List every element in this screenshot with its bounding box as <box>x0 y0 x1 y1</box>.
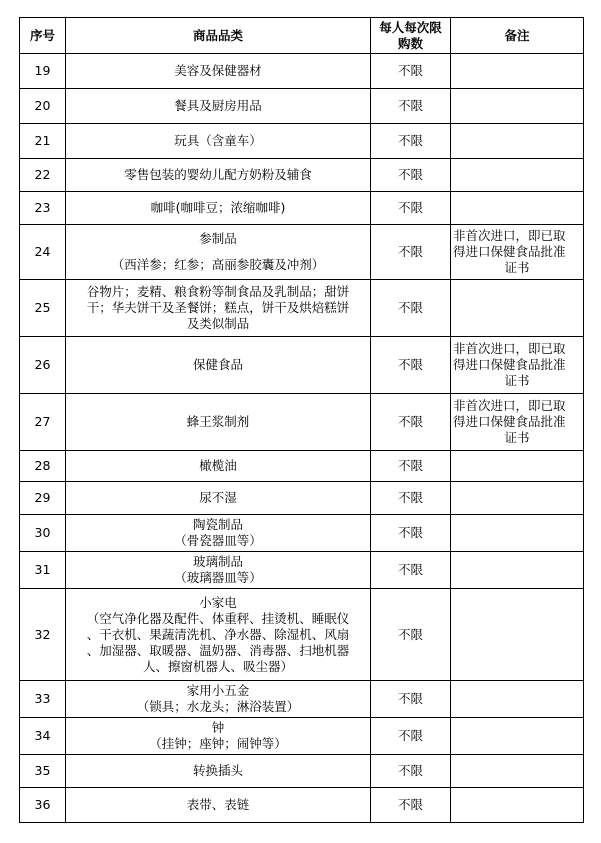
row-remark <box>451 394 584 451</box>
category-line: 美容及保健器材 <box>174 63 262 78</box>
row-seq: 31 <box>20 552 66 589</box>
row-remark <box>451 589 584 681</box>
row-remark <box>451 89 584 124</box>
row-category <box>66 280 371 337</box>
category-line: 咖啡(咖啡豆；浓缩咖啡) <box>150 200 286 215</box>
category-line: （骨瓷器皿等） <box>174 533 262 548</box>
row-seq: 35 <box>20 755 66 788</box>
table-row <box>20 280 584 337</box>
row-limit: 不限 <box>371 482 451 515</box>
table-row <box>20 788 584 823</box>
row-remark <box>451 718 584 755</box>
category-line: 表带、表链 <box>186 797 250 812</box>
row-seq: 36 <box>20 788 66 823</box>
remark-line: 非首次进口，即已取 <box>453 341 566 356</box>
row-limit: 不限 <box>371 225 451 280</box>
row-remark <box>451 755 584 788</box>
table-row <box>20 337 584 394</box>
row-limit: 不限 <box>371 589 451 681</box>
remark-line: 得进口保健食品批准 <box>453 357 566 372</box>
category-line: （西洋参；红参；高丽参胶囊及冲剂） <box>111 257 325 272</box>
row-category <box>66 394 371 451</box>
row-seq: 27 <box>20 394 66 451</box>
category-line: 橄榄油 <box>199 458 237 473</box>
category-line: 玻璃制品 <box>192 554 243 569</box>
row-limit: 不限 <box>371 451 451 482</box>
row-seq: 34 <box>20 718 66 755</box>
row-remark <box>451 159 584 192</box>
category-line: 小家电 <box>199 594 237 610</box>
remark-line: 证书 <box>504 260 530 275</box>
category-line: （空气净化器及配件、体重秤、挂烫机、睡眠仪 <box>86 610 350 626</box>
header-remark: 备注 <box>451 18 584 54</box>
table-row <box>20 192 584 225</box>
table-row <box>20 552 584 589</box>
row-category <box>66 225 371 280</box>
row-seq: 21 <box>20 124 66 159</box>
table-row <box>20 515 584 552</box>
table-row <box>20 681 584 718</box>
product-limit-table <box>19 17 584 823</box>
category-line: 干；华夫饼干及圣餐饼；糕点，饼干及烘焙糕饼 <box>86 300 350 315</box>
category-line: 、干衣机、果蔬清洗机、净水器、除湿机、风扇 <box>86 626 350 642</box>
row-seq: 32 <box>20 589 66 681</box>
row-remark <box>451 192 584 225</box>
row-limit: 不限 <box>371 280 451 337</box>
row-seq: 26 <box>20 337 66 394</box>
row-remark <box>451 54 584 89</box>
category-line: 人、擦窗机器人、吸尘器） <box>142 658 293 674</box>
category-line: 参制品 <box>199 231 237 246</box>
table-row <box>20 159 584 192</box>
row-seq: 23 <box>20 192 66 225</box>
category-line: 谷物片；麦精、粮食粉等制食品及乳制品；甜饼 <box>86 284 350 299</box>
row-category <box>66 681 371 718</box>
row-category <box>66 159 371 192</box>
category-line: 转换插头 <box>192 763 243 778</box>
row-category <box>66 552 371 589</box>
row-seq: 29 <box>20 482 66 515</box>
row-category <box>66 788 371 823</box>
row-limit: 不限 <box>371 192 451 225</box>
row-remark <box>451 515 584 552</box>
row-remark <box>451 280 584 337</box>
row-limit: 不限 <box>371 89 451 124</box>
table-body <box>20 54 584 823</box>
row-category <box>66 515 371 552</box>
remark-line: 证书 <box>504 430 530 445</box>
row-limit: 不限 <box>371 681 451 718</box>
remark-line: 得进口保健食品批准 <box>453 414 566 429</box>
table-row <box>20 54 584 89</box>
row-limit: 不限 <box>371 755 451 788</box>
category-line: 蜂王浆制剂 <box>186 414 250 429</box>
row-seq: 25 <box>20 280 66 337</box>
table-row <box>20 451 584 482</box>
row-category <box>66 124 371 159</box>
category-line: 及类似制品 <box>186 316 250 331</box>
remark-line: 得进口保健食品批准 <box>453 244 566 259</box>
row-category <box>66 589 371 681</box>
category-line: 保健食品 <box>192 357 243 372</box>
row-remark <box>451 451 584 482</box>
category-line: 钟 <box>211 720 225 735</box>
category-line: 玩具（含童车） <box>174 133 262 148</box>
row-category <box>66 192 371 225</box>
table-row <box>20 718 584 755</box>
row-remark <box>451 124 584 159</box>
table-row <box>20 755 584 788</box>
category-line: （玻璃器皿等） <box>174 570 262 585</box>
table-row <box>20 124 584 159</box>
row-seq: 30 <box>20 515 66 552</box>
remark-line: 非首次进口，即已取 <box>453 398 566 413</box>
row-category <box>66 451 371 482</box>
row-limit: 不限 <box>371 54 451 89</box>
row-limit: 不限 <box>371 337 451 394</box>
row-seq: 22 <box>20 159 66 192</box>
category-line: （挂钟；座钟；闹钟等） <box>149 736 287 751</box>
row-limit: 不限 <box>371 552 451 589</box>
row-seq: 20 <box>20 89 66 124</box>
header-limit: 每人每次限购数 <box>371 18 451 54</box>
row-remark <box>451 552 584 589</box>
category-line: 、加湿器、取暖器、温奶器、消毒器、扫地机器 <box>86 642 350 658</box>
row-limit: 不限 <box>371 159 451 192</box>
row-seq: 19 <box>20 54 66 89</box>
row-limit: 不限 <box>371 718 451 755</box>
category-line: 餐具及厨房用品 <box>174 98 262 113</box>
row-seq: 33 <box>20 681 66 718</box>
row-seq: 28 <box>20 451 66 482</box>
row-category <box>66 482 371 515</box>
row-category <box>66 54 371 89</box>
header-row <box>20 18 584 54</box>
row-seq: 24 <box>20 225 66 280</box>
header-seq: 序号 <box>20 18 66 54</box>
table-row <box>20 89 584 124</box>
category-line: 家用小五金 <box>186 683 250 698</box>
row-category <box>66 755 371 788</box>
table-row <box>20 589 584 681</box>
row-category <box>66 337 371 394</box>
row-category <box>66 89 371 124</box>
category-line: （锁具；水龙头；淋浴装置） <box>136 699 300 714</box>
row-limit: 不限 <box>371 124 451 159</box>
table-row <box>20 225 584 280</box>
row-limit: 不限 <box>371 394 451 451</box>
remark-line: 非首次进口，即已取 <box>453 228 566 243</box>
row-remark <box>451 337 584 394</box>
table-row <box>20 394 584 451</box>
row-remark <box>451 681 584 718</box>
row-limit: 不限 <box>371 515 451 552</box>
row-remark <box>451 482 584 515</box>
row-remark <box>451 788 584 823</box>
category-line: 陶瓷制品 <box>192 517 243 532</box>
row-limit: 不限 <box>371 788 451 823</box>
category-line: 尿不湿 <box>199 490 237 505</box>
remark-line: 证书 <box>504 373 530 388</box>
header-category: 商品品类 <box>66 18 371 54</box>
table-row <box>20 482 584 515</box>
category-line: 零售包装的婴幼儿配方奶粉及辅食 <box>124 167 312 182</box>
row-remark <box>451 225 584 280</box>
row-category <box>66 718 371 755</box>
